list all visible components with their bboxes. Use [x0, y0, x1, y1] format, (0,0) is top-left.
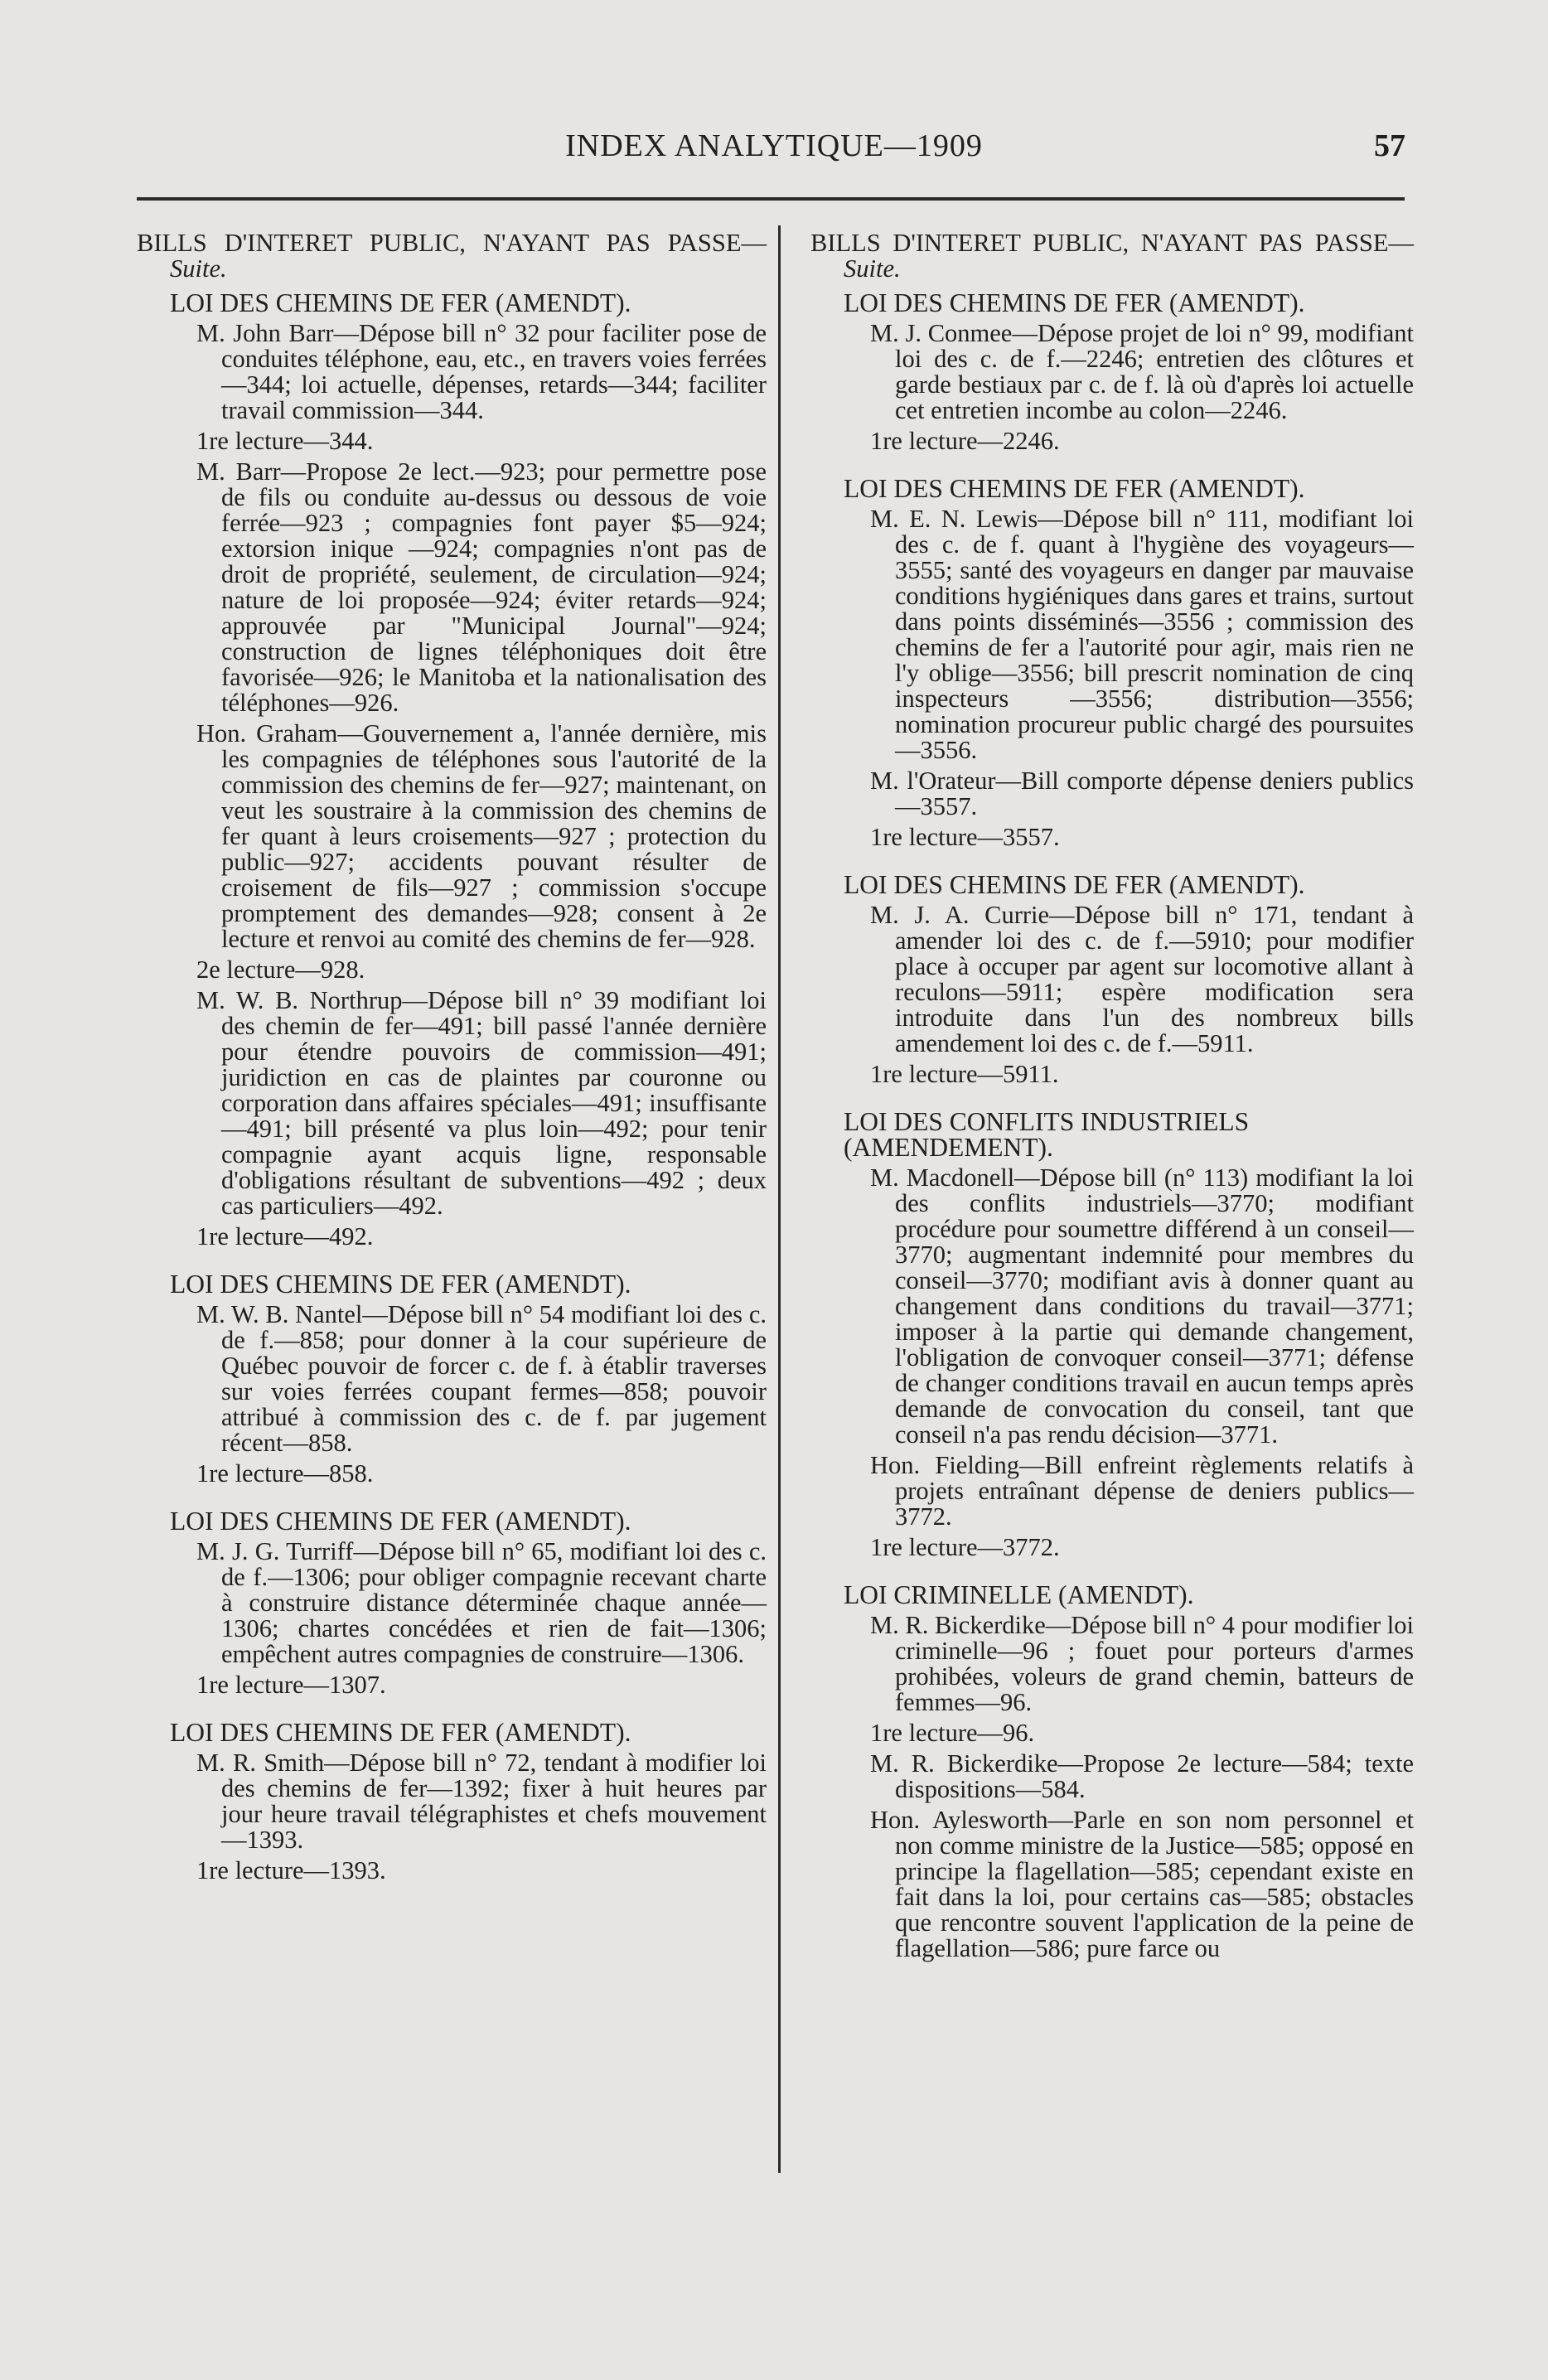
- index-entry: M. R. Bickerdike—Propose 2e lecture—584; texte dispositions—584.: [870, 1749, 1414, 1803]
- reading-entry: 1re lecture—344.: [196, 427, 374, 455]
- section-title: LOI DES CHEMINS DE FER (AMENDT).: [170, 1507, 631, 1536]
- reading-entry: 1re lecture—3772.: [870, 1533, 1060, 1561]
- heading-line-2: PAS PASSE—: [1258, 229, 1414, 257]
- index-entry: M. W. B. Northrup—Dépose bill n° 39 modifiant loi des chemin de fer—491; bill passé l'année dernière pour étendre pouvoirs de commission—491; juridiction en cas de plaintes par couronne ou corporation dans affaires spéciales—491; insuffisante—491; bill présenté va plus loin—492; pour tenir compagnie ayant acquis ligne, responsable d'obligations résultant de subventions—492 ; deux cas particuliers—492.: [196, 986, 767, 1220]
- index-entry: M. Barr—Propose 2e lect.—923; pour permettre pose de fils ou conduite au-dessus ou dessous de voie ferrée—923 ; compagnies font payer $5—924; extorsion inique —924; compagnies n'ont pas de droit de propriété, seulement, de circulation—924; nature de loi proposée—924; éviter retards—924; approuvée par "Municipal Journal"—924; construction de lignes téléphoniques doit être favorisée—926; le Manitoba et la nationalisation des téléphones—926.: [196, 457, 767, 717]
- index-entry: Hon. Aylesworth—Parle en son nom personnel et non comme ministre de la Justice—585; opposé en principe la flagellation—585; cependant existe en fait dans la loi, pour certains cas—585; obstacles que rencontre souvent l'application de la peine de flagellation—586; pure farce ou: [870, 1806, 1414, 1962]
- reading-entry: 2e lecture—928.: [196, 955, 365, 984]
- section-title: LOI DES CHEMINS DE FER (AMENDT).: [170, 288, 631, 317]
- column-heading: [810, 230, 1414, 282]
- index-entry: M. Macdonell—Dépose bill (n° 113) modifiant la loi des conflits industriels—3770; modifiant procédure pour soumettre différend à un conseil—3770; augmentant indemnité pour membres du conseil—3770; modifiant avis à donner quant au changement dans conditions du travail—3771; imposer à la partie qui demande changement, l'obligation de convoquer conseil—3771; défense de changer conditions travail en aucun temps après demande de convocation du conseil, tant que conseil n'a pas rendu décision—3771.: [870, 1163, 1414, 1449]
- section-title: LOI DES CHEMINS DE FER (AMENDT).: [170, 1270, 631, 1299]
- section-title: LOI DES CHEMINS DE FER (AMENDT).: [844, 288, 1305, 317]
- page-number: 57: [1374, 128, 1405, 163]
- index-entry: M. E. N. Lewis—Dépose bill n° 111, modifiant loi des c. de f. quant à l'hygiène des voyageurs—3555; santé des voyageurs en danger par mauvaise conditions hygiéniques dans gares et trains, surtout dans points disséminés—3556 ; commission des chemins de fer a l'autorité pour agir, mais rien ne l'y oblige—3556; bill prescrit nomination de cinq inspecteurs —3556; distribution—3556; nomination procureur public chargé des poursuites —3556.: [870, 505, 1414, 764]
- index-entry: M. l'Orateur—Bill comporte dépense deniers publics—3557.: [870, 767, 1414, 820]
- index-entry: M. R. Smith—Dépose bill n° 72, tendant à modifier loi des chemins de fer—1392; fixer à huit heures par jour heure travail télégraphistes et chefs mouvement —1393.: [196, 1749, 767, 1854]
- reading-entry: 1re lecture—5911.: [870, 1060, 1059, 1088]
- header-rule: [137, 197, 1405, 201]
- index-entry: Hon. Fielding—Bill enfreint règlements relatifs à projets entraînant dépense de deniers publics—3772.: [870, 1451, 1414, 1531]
- column-heading: [137, 230, 767, 282]
- page-header: [0, 124, 1548, 174]
- index-entry: M. John Barr—Dépose bill n° 32 pour faciliter pose de conduites téléphone, eau, etc., en travers voies ferrées—344; loi actuelle, dépenses, retards—344; faciliter travail commission—344.: [196, 319, 767, 424]
- index-entry: M. R. Bickerdike—Dépose bill n° 4 pour modifier loi criminelle—96 ; fouet pour porteurs d'armes prohibées, voleurs de grand chemin, batteurs de femmes—96.: [870, 1611, 1414, 1716]
- reading-entry: 1re lecture—492.: [196, 1222, 374, 1250]
- index-entry: M. J. G. Turriff—Dépose bill n° 65, modifiant loi des c. de f.—1306; pour obliger compagnie recevant charte à construire distance déterminée chaque année—1306; chartes concédées et rien de fait—1306; empêchent autres compagnies de construire—1306.: [196, 1537, 767, 1668]
- index-entry: M. W. B. Nantel—Dépose bill n° 54 modifiant loi des c. de f.—858; pour donner à la cour supérieure de Québec pouvoir de forcer c. de f. à établir traverses sur voies ferrées coupant fermes—858; pouvoir attribué à commission des c. de f. par jugement récent—858.: [196, 1300, 767, 1457]
- section-title: LOI CRIMINELLE (AMENDT).: [844, 1580, 1194, 1609]
- left-column: [137, 230, 767, 1889]
- heading-line-1: BILLS D'INTERET PUBLIC, N'AYANT: [137, 229, 589, 257]
- reading-entry: 1re lecture—858.: [196, 1459, 374, 1488]
- section-title: LOI DES CONFLITS INDUSTRIELS (AMENDEMENT).: [844, 1107, 1250, 1162]
- right-column: [810, 230, 1414, 1966]
- heading-line-1: BILLS D'INTERET PUBLIC, N'AYANT: [810, 229, 1247, 257]
- section-title: LOI DES CHEMINS DE FER (AMENDT).: [844, 870, 1305, 899]
- index-entry: M. J. Conmee—Dépose projet de loi n° 99, modifiant loi des c. de f.—2246; entretien des clôtures et garde bestiaux par c. de f. là où d'après loi actuelle cet entretien incombe au colon—2246.: [870, 319, 1414, 424]
- reading-entry: 1re lecture—2246.: [870, 427, 1060, 455]
- running-title: INDEX ANALYTIQUE—1909: [565, 128, 983, 163]
- section-title: LOI DES CHEMINS DE FER (AMENDT).: [170, 1718, 631, 1747]
- column-divider: [778, 225, 781, 2173]
- reading-entry: 1re lecture—1393.: [196, 1856, 386, 1884]
- heading-line-2: PAS PASSE—: [606, 229, 767, 257]
- index-entry: M. J. A. Currie—Dépose bill n° 171, tendant à amender loi des c. de f.—5910; pour modifier place à occuper par agent sur locomotive allant à reculons—5911; espère modification sera introduite dans l'un des nombreux bills amendement loi des c. de f.—5911.: [870, 901, 1414, 1057]
- heading-suite: Suite.: [170, 254, 227, 283]
- index-entry: Hon. Graham—Gouvernement a, l'année dernière, mis les compagnies de téléphones sous l'autorité de la commission des chemins de fer—927; maintenant, on veut les soustraire à la commission des chemins de fer quant à leurs croisements—927 ; protection du public—927; accidents pouvant résulter de croisement de fils—927 ; commission s'occupe promptement des demandes—928; consent à 2e lecture et renvoi au comité des chemins de fer—928.: [196, 719, 767, 953]
- heading-suite: Suite.: [844, 254, 901, 283]
- reading-entry: 1re lecture—1307.: [196, 1671, 386, 1699]
- reading-entry: 1re lecture—96.: [870, 1719, 1035, 1747]
- section-title: LOI DES CHEMINS DE FER (AMENDT).: [844, 474, 1305, 503]
- reading-entry: 1re lecture—3557.: [870, 823, 1060, 851]
